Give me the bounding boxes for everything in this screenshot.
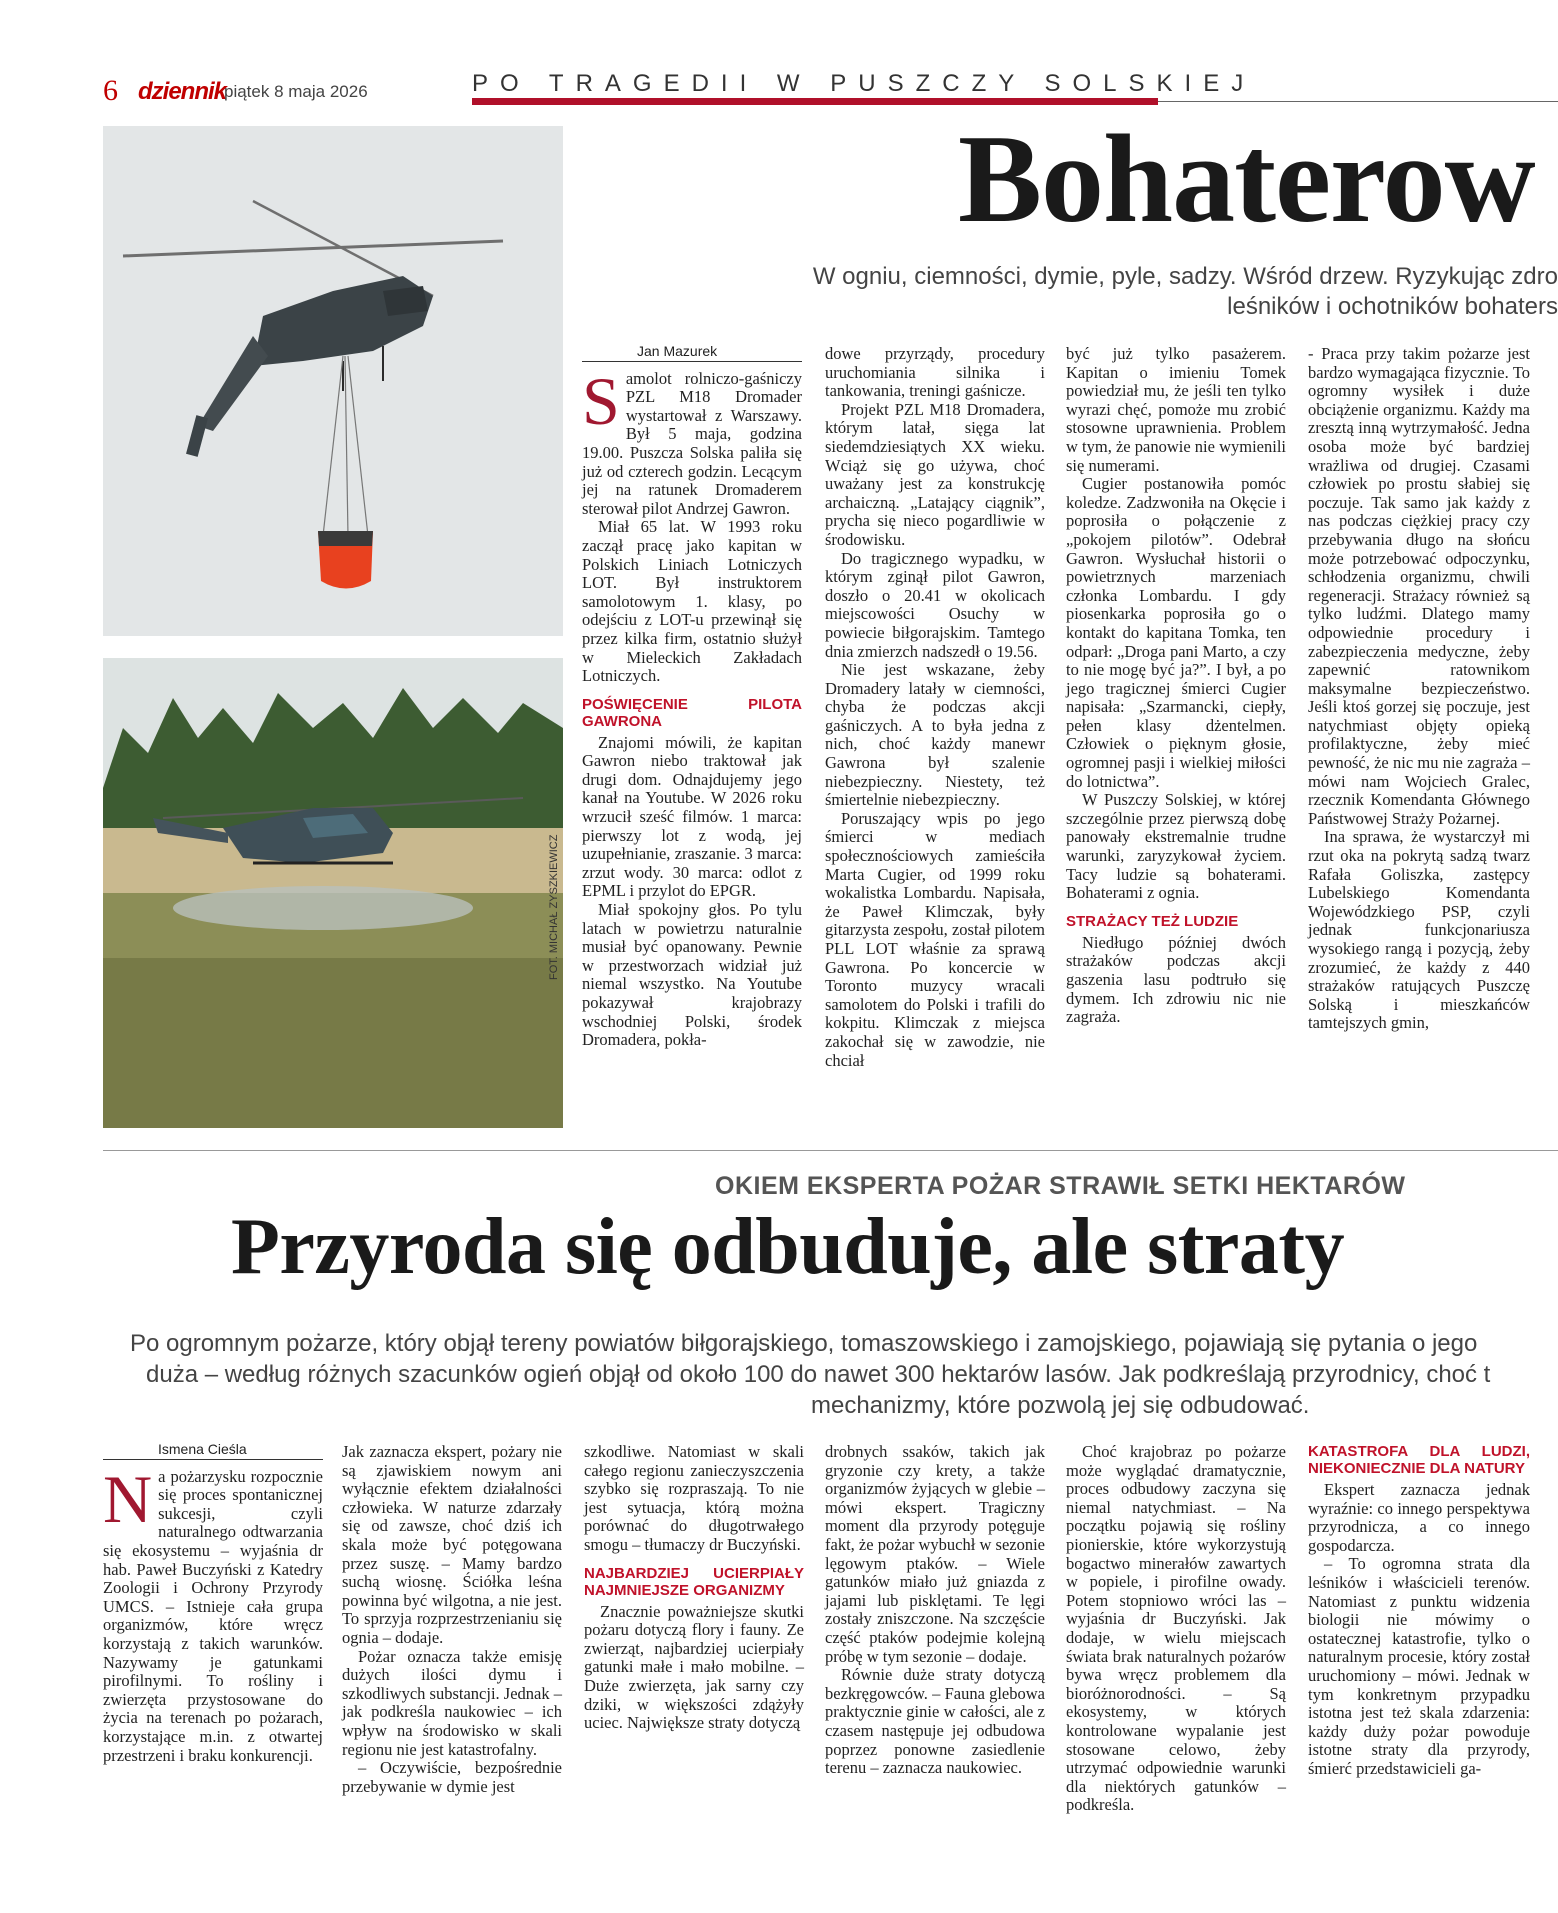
- article2-column-5: [1066, 1443, 1286, 1815]
- article2-lead-line: Po ogromnym pożarze, który objął tereny powiatów biłgorajskiego, tomaszowskiego i zamojskiego, pojawiają się pytania o jego: [130, 1330, 1478, 1357]
- dropcap: N: [103, 1460, 153, 1537]
- paragraph: Choć krajobraz po pożarze może wyglądać dramatycznie, proces odbudowy zaczyna się niemal natychmiast. – Na początku pojawią się rośliny pionierskie, które wykorzystują bogactwo minerałów zawartych w popiele, i pirofilne owady. Potem stopniowo wróci las – wyjaśnia dr Buczyński. Jak dodaje, w wielu miejscach świata brak naturalnych pożarów bywa wręcz problemem dla bioróżnorodności. – Są ekosystemy, w których kontrolowane wypalanie jest stosowane celowo, żeby utrzymać odpowiednie warunki dla niektórych gatunków – podkreśla.: [1066, 1442, 1286, 1815]
- paragraph: - Praca przy takim pożarze jest bardzo wymagająca fizycznie. To ogromny wysiłek i duże obciążenie organizmu. Każdy ma zresztą inną wytrzymałość. Jedna osoba może być bardziej wrażliwa od drugiej. Czasami człowiek po prostu słabiej się poczuje. Tak samo jak każdy z nas podczas ciężkiej pracy czy przebywania długo na słońcu może potrzebować odpoczynku, schłodzenia organizmu, chwili regeneracji. Strażacy również są tylko ludźmi. Dlatego mamy odpowiednie procedury i zabezpieczenia medyczne, żeby zapewnić ratownikom maksymalne bezpieczeństwo. Jeśli ktoś gorzej się poczuje, jest natychmiast objęty opieką profilaktyczne, żeby mieć pewność, że nic mu nie zagraża – mówi nam Wojciech Gralec, rzecznik Komendanta Głównego Państwowej Straży Pożarnej.: [1308, 344, 1530, 828]
- subheading: NAJBARDZIEJ UCIERPIAŁY NAJMNIEJSZE ORGANIZMY: [584, 1564, 804, 1599]
- paragraph: Pożar oznacza także emisję dużych ilości dymu i szkodliwych substancji. Jednak – jak podkreśla naukowiec – ich wpływ na środowisko w skali regionu nie jest katastrofalny.: [342, 1646, 562, 1759]
- subheading: POŚWIĘCENIE PILOTA GAWRONA: [582, 695, 802, 730]
- helicopter-bambi-bucket-photo: [103, 126, 563, 636]
- paragraph: Ekspert zaznacza jednak wyraźnie: co innego perspektywa przyrodnicza, a co innego gospodarcza.: [1308, 1480, 1530, 1555]
- paragraph: W Puszczy Solskiej, w której szczególnie przez pierwszą dobę panowały ekstremalnie trudne warunki, zaryzykował życiem. Tacy ludzie są bohaterami. Bohaterami z ognia.: [1066, 790, 1286, 903]
- article1-column-3: [1066, 345, 1286, 1027]
- paragraph: Jak zaznacza ekspert, pożary nie są zjawiskiem nowym ani wyłącznie efektem działalności człowieka. W naturze zdarzały się od zawsze, choć dziś ich skala może być potęgowana przez suszę. – Mamy bardzo suchą wiosnę. Ściółka leśna powinna być wilgotna, a nie jest. To sprzyja rozprzestrzenianiu się ognia – dodaje.: [342, 1442, 562, 1647]
- paragraph: być już tylko pasażerem. Kapitan o imieniu Tomek powiedział mu, że jeśli ten tylko wyrazi chęć, pomoże mu zrobić stosowne uprawnienia. Problem w tym, że panowie nie wymienili się numerami.: [1066, 344, 1286, 475]
- subheading: KATASTROFA DLA LUDZI, NIEKONIECZNIE DLA NATURY: [1308, 1443, 1530, 1477]
- paragraph: Poruszający wpis po jego śmierci w mediach społecznościowych zamieściła Marta Cugier, od 1999 roku wokalistka Lombardu. Napisała, że Paweł Klimczak, były gitarzysta zespołu, został pilotem PLL LOT właśnie za sprawą Gawrona. Po koncercie w Toronto muzycy wracali samolotem do Polski i trafili do kokpitu. Klimczak z miejsca zakochał się w zawodzie, nie chciał: [825, 808, 1045, 1070]
- subheading: STRAŻACY TEŻ LUDZIE: [1066, 912, 1239, 930]
- article1-lead: W ogniu, ciemności, dymie, pyle, sadzy. Wśród drzew. Ryzykując zdro leśników i ochotników bohaters: [812, 263, 1558, 320]
- paragraph: drobnych ssaków, takich jak gryzonie czy krety, a także organizmów żyjących w glebie – mówi ekspert. Tragiczny moment dla przyrody potęguje fakt, że pożar wybuchł w sezonie lęgowym ptaków. – Wiele gatunków miało już gniazda z jajami lub pisklętami. Te lęgi zostały zniszczone. Na szczęście część ptaków podejmie kolejną próbę w tym sezonie – dodaje.: [825, 1442, 1045, 1666]
- paragraph: Znacznie poważniejsze skutki pożaru dotyczą flory i fauny. Ze zwierząt, najbardziej ucierpiały gatunki małe i mało mobilne. – Duże zwierzęta, jak sarny czy dziki, w większości zdążyły uciec. Największe straty dotyczą: [584, 1601, 804, 1733]
- paragraph: Niedługo później dwóch strażaków podczas akcji gaszenia lasu podtruło się dymem. Ich zdrowiu nic nie zagraża.: [1066, 932, 1286, 1027]
- paragraph: dowe przyrządy, procedury uruchomiania silnika i tankowania, treningi gaśnicze.: [825, 344, 1045, 401]
- issue-date: piątek 8 maja 2026: [224, 82, 368, 101]
- helicopter-water-refill-photo: [103, 658, 563, 1128]
- section-rule: [472, 98, 1158, 105]
- photo-credit: FOT. MICHAŁ ZYSZKIEWICZ: [548, 834, 560, 980]
- paragraph: Miał spokojny głos. Po tylu latach w powietrzu naturalnie musiał być opanowany. Pewnie w przestworzach widział już niemal wszystko. Na Youtube pokazywał krajobrazy wschodniej Polski, środek Dromadera, pokła-: [582, 900, 802, 1050]
- section-title: PO TRAGEDII W PUSZCZY SOLSKIEJ: [472, 70, 1256, 97]
- article2-column-6: [1308, 1443, 1530, 1779]
- article2-column-3: [584, 1443, 804, 1733]
- paragraph: Cugier postanowiła pomóc koledze. Zadzwoniła na Okęcie i poprosiła o połączenie z „pokojem pilotów”. Odebrał Gawron. Wysłuchał historii o powietrznych marzeniach członka Lombardu. I gdy piosenkarka poprosiła go o kontakt do kapitana Tomka, ten odparł: „Droga pani Marto, a czy to nie mogę być ja?”. I był, a po jego tragicznej śmierci Cugier napisała: „Szarmancki, ciepły, pełen klasy dżentelmen. Człowiek o pięknym głosie, ogromnej pasji i wielkiej miłości do lotnictwa”.: [1066, 474, 1286, 791]
- paragraph: Ina sprawa, że wystarczył mi rzut oka na pokrytą sadzą twarz Rafała Goliszka, zastępcy Lubelskiego Komendanta Wojewódzkiego PSP, czyli jednak funkcjonariusza wysokiego rangą i pozycją, żeby zrozumieć, że każdy z 440 strażaków ratujących Puszczę Solską i mieszkańców tamtejszych gmin,: [1308, 827, 1530, 1033]
- article2-column-4: [825, 1443, 1045, 1778]
- article2-kicker: OKIEM EKSPERTA POŻAR STRAWIŁ SETKI HEKTARÓW: [715, 1172, 1406, 1200]
- article2-column-1: [103, 1440, 323, 1765]
- paragraph: a pożarzysku rozpocznie się proces spontanicznej sukcesji, czyli naturalnego odtwarzania się ekosystemu – wyjaśnia dr hab. Paweł Buczyński z Katedry Zoologii i Ochrony Przyrody UMCS. – Istnieje cała grupa organizmów, które wręcz korzystają z takich warunków. Nazywamy je gatunkami pirofilnymi. To rośliny i zwierzęta przystosowane do życia na terenach po pożarach, korzystające m.in. z otwartej przestrzeni i braku konkurencji.: [103, 1466, 323, 1765]
- article2-column-2: [342, 1443, 562, 1796]
- paragraph: Nie jest wskazane, żeby Dromadery latały w ciemności, chyba że podczas akcji gaśniczych. A to była jedna z nich, choć każdy manewr Gawrona był szalenie niebezpieczny. Niestety, też śmiertelnie niebezpieczny.: [825, 660, 1045, 810]
- paragraph: – To ogromna strata dla leśników i właścicieli terenów. Natomiast z punktu widzenia biologii nie mówimy o ostatecznej katastrofie, tylko o naturalnym procesie, który został uruchomiony – mówi. Jednak w tym konkretnym przypadku istotna jest też skala zdarzenia: każdy duży pożar powoduje istotne straty dla przyrody, śmierć przedstawicieli ga-: [1308, 1554, 1530, 1778]
- article1-column-1: [582, 342, 802, 1050]
- article1-byline: Jan Mazurek: [582, 342, 802, 362]
- article2-byline: Ismena Cieśla: [103, 1440, 323, 1460]
- article1-column-4: [1308, 345, 1530, 1033]
- paragraph: szkodliwe. Natomiast w skali całego regionu zanieczyszczenia szybko się rozpraszają. To nie jest sytuacja, którą można porównać do długotrwałego smogu – tłumaczy dr Buczyński.: [584, 1442, 804, 1554]
- page-number: 6: [103, 74, 118, 107]
- paragraph: Równie duże straty dotyczą bezkręgowców. – Fauna glebowa praktycznie ginie w całości, ale z czasem następuje jej odbudowa poprzez ponowne zasiedlenie terenu – zaznacza naukowiec.: [825, 1665, 1045, 1778]
- paragraph: Miał 65 lat. W 1993 roku zaczął pracę jako kapitan w Polskich Liniach Lotniczych LOT. Był instruktorem samolotowym 1. klasy, po odejściu z LOT-u przewinął się przez kilka firm, ostatnio służył w Mieleckich Zakładach Lotniczych.: [582, 517, 802, 686]
- paragraph: amolot rolniczo-gaśniczy PZL M18 Dromader wystartował z Warszawy. Był 5 maja, godzina 19.00. Puszcza Solska paliła się już od czterech godzin. Lecącym jej na ratunek Dromaderem sterował pilot Andrzej Gawron.: [582, 368, 802, 518]
- section-rule-thin: [1158, 101, 1558, 102]
- article1-column-2: [825, 345, 1045, 1070]
- dropcap: S: [582, 362, 620, 439]
- article2-lead-line: duża – według różnych szacunków ogień objął od około 100 do nawet 300 hektarów lasów. Jak podkreślają przyrodnicy, choć t: [146, 1361, 1491, 1388]
- paragraph: Do tragicznego wypadku, w którym zginął pilot Gawron, doszło o 20.41 w okolicach miejscowości Osuchy w powiecie biłgorajskim. Tamtego dnia zmierzch nadszedł o 19.56.: [825, 548, 1045, 661]
- paragraph: – Oczywiście, bezpośrednie przebywanie w dymie jest: [342, 1758, 562, 1796]
- paragraph: Znajomi mówili, że kapitan Gawron niebo traktował jak drugi dom. Odnajdujemy jego kanał na Youtube. W 2026 roku wrzucił sześć filmów. 1 marca: pierwszy lot z wodą, jej uzupełnianie, zraszanie. 3 marca: zrzut wody. 30 marca: odlot z EPML i przylot do EPGR.: [582, 732, 802, 901]
- article2-lead-line: mechanizmy, które pozwolą jej się odbudować.: [811, 1392, 1310, 1419]
- newspaper-logo: dziennik: [138, 78, 227, 105]
- article1-title: Bohaterow: [958, 110, 1535, 249]
- article2-title: Przyroda się odbuduje, ale straty: [231, 1203, 1345, 1291]
- paragraph: Projekt PZL M18 Dromadera, którym latał, sięga lat siedemdziesiątych XX wieku. Wciąż się go używa, choć uważany jest za konstrukcję archaiczną. „Latający ciągnik”, prycha się nieco pogardliwie w środowisku.: [825, 399, 1045, 549]
- article-divider: [103, 1150, 1558, 1151]
